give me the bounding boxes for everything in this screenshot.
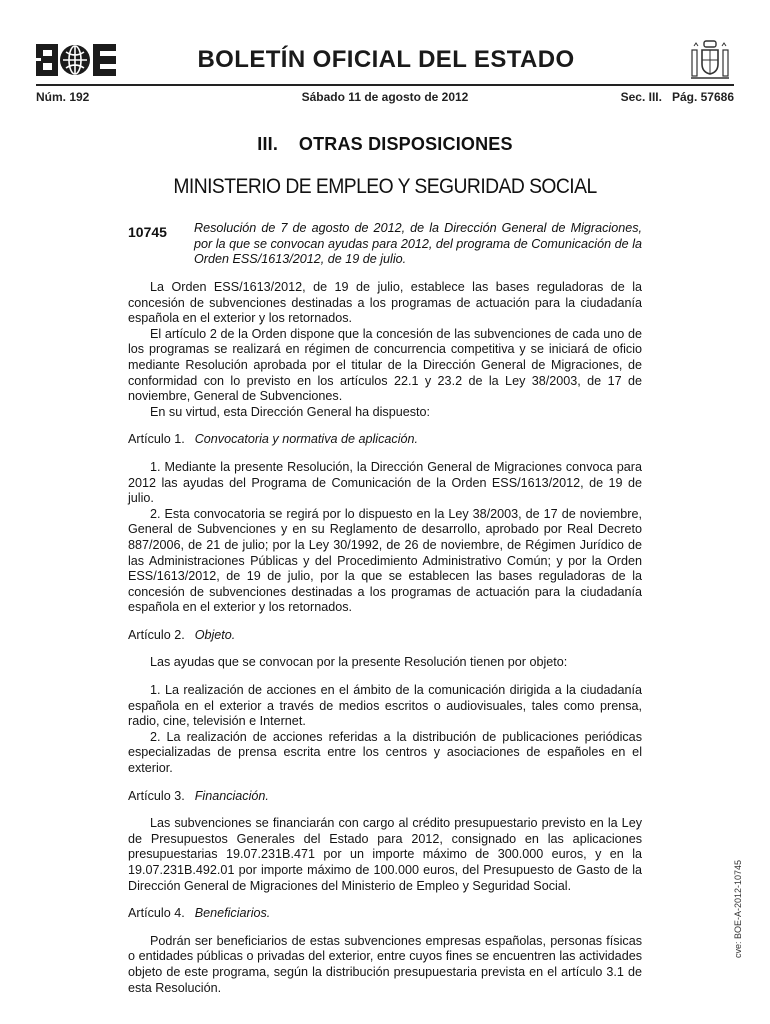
article-title: Objeto. bbox=[194, 627, 236, 642]
article-paragraph: 2. Esta convocatoria se regirá por lo dispuesto en la Ley 38/2003, de 17 de noviembre, General de Subvenciones y en su Reglamento de desarrollo, aprobado por Real Decreto 887/2006, de 21 de julio; por la Ley 30/1992, de 26 de noviembre, de Régimen Jurídico de las Administraciones Públicas y del Procedimiento Administrativo Común; y por la Orden ESS/1613/2012, de 19 de julio, por la que se establecen las bases reguladoras de la concesión de subvenciones destinadas a los programas de actuación para la ciudadanía española en el exterior y los retornados. bbox=[128, 506, 642, 615]
article-label: Artículo 4. bbox=[128, 906, 185, 921]
document-summary: Resolución de 7 de agosto de 2012, de la Dirección General de Migraciones, por la que se convocan ayudas para 2012, del programa de Comunicación de la Orden ESS/1613/2012, de 19 de julio. bbox=[194, 221, 642, 267]
issue-number: Núm. 192 bbox=[36, 90, 90, 104]
article-heading bbox=[128, 906, 642, 922]
header-rule bbox=[36, 84, 734, 86]
preamble-paragraph: La Orden ESS/1613/2012, de 19 de julio, establece las bases reguladoras de la concesión de subvenciones destinadas a los programas de actuación para la ciudadanía española en el exterior y los retornados. bbox=[128, 280, 642, 326]
article-label: Artículo 1. bbox=[128, 432, 185, 447]
article-paragraph: 2. La realización de acciones referidas a la distribución de publicaciones periódicas especializadas de prensa escrita entre los centros y asociaciones de españoles en el exterior. bbox=[128, 729, 642, 776]
article-title: Beneficiarios. bbox=[194, 906, 271, 921]
article-title: Convocatoria y normativa de aplicación. bbox=[194, 432, 419, 447]
document-body bbox=[128, 280, 642, 996]
cve-identifier: cve: BOE-A-2012-10745 bbox=[733, 859, 743, 958]
article-title: Financiación. bbox=[194, 788, 269, 803]
article-paragraph: 1. La realización de acciones en el ámbito de la comunicación dirigida a la ciudadanía española en el exterior a través de medios escritos o audiovisuales, tales como prensa, radio, cine, televisión e Internet. bbox=[128, 683, 642, 729]
section-title: III. OTRAS DISPOSICIONES bbox=[257, 134, 513, 154]
article-label: Artículo 2. bbox=[128, 627, 185, 642]
article-paragraph: Las subvenciones se financiarán con cargo al crédito presupuestario previsto en la Ley de Presupuestos Generales del Estado para 2012, consignado en las aplicaciones presupuestarias 19.07.231B.471 por un importe máximo de 300.000 euros, y en la 19.07.231B.492.01 por importe máximo de 100.000 euros, del Presupuesto de Gasto de la Dirección General de Migraciones del Ministerio de Empleo y Seguridad Social. bbox=[128, 816, 642, 893]
coat-of-arms-icon bbox=[689, 38, 731, 82]
article-heading bbox=[128, 789, 642, 805]
masthead-title: BOLETÍN OFICIAL DEL ESTADO bbox=[197, 46, 575, 73]
document-number: 10745 bbox=[128, 224, 167, 240]
ministry-title: MINISTERIO DE EMPLEO Y SEGURIDAD SOCIAL bbox=[173, 175, 597, 198]
article-paragraph: Las ayudas que se convocan por la presente Resolución tienen por objeto: bbox=[150, 655, 568, 670]
article-heading bbox=[128, 432, 642, 448]
article-heading bbox=[128, 628, 642, 644]
preamble-paragraph: El artículo 2 de la Orden dispone que la concesión de las subvenciones de cada uno de los programas se realizará en régimen de concurrencia competitiva y se iniciará de oficio mediante Resolución aprobada por el titular de la Dirección General de Migraciones, de conformidad con lo previsto en los artículos 22.1 y 23.2 de la Ley 38/2003, de 17 de noviembre, General de Subvenciones. bbox=[128, 326, 642, 404]
preamble-paragraph: En su virtud, esta Dirección General ha dispuesto: bbox=[150, 404, 431, 419]
boe-logo bbox=[36, 44, 116, 76]
section-page: Sec. III. Pág. 57686 bbox=[620, 90, 734, 104]
issue-date: Sábado 11 de agosto de 2012 bbox=[301, 90, 469, 104]
article-paragraph: Podrán ser beneficiarios de estas subvenciones empresas españolas, personas físicas o entidades públicas o privadas del exterior, entre cuyos fines se encuentren las actividades objeto de este programa, según la distribución presupuestaria prevista en el artículo 3.1 de esta Resolución. bbox=[128, 933, 642, 995]
article-label: Artículo 3. bbox=[128, 788, 185, 803]
article-paragraph: 1. Mediante la presente Resolución, la Dirección General de Migraciones convoca para 2012 las ayudas del Programa de Comunicación de la Orden ESS/1613/2012, de 19 de julio. bbox=[128, 459, 642, 506]
